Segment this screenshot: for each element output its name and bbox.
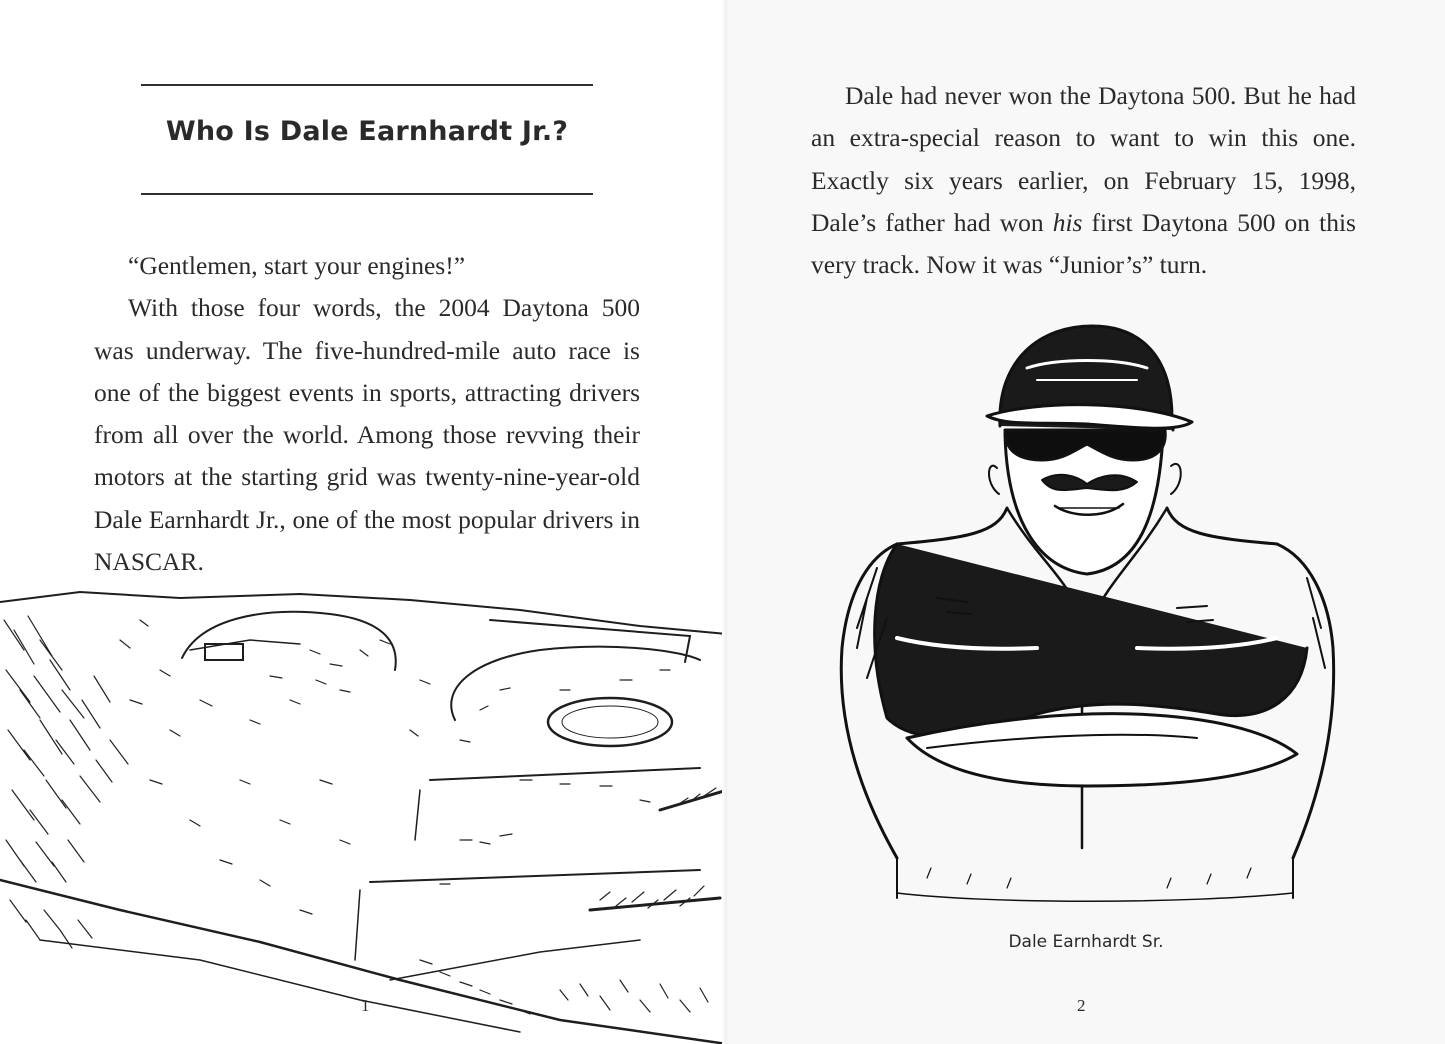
page-number: 2 (1077, 996, 1086, 1015)
race-track-sketch (0, 580, 727, 1044)
title-rule-top (141, 84, 593, 86)
paragraph (811, 75, 1356, 286)
left-body-text (94, 245, 640, 583)
opening-quote: “Gentlemen, start your engines!” (128, 251, 466, 280)
paragraph: With those four words, the 2004 Daytona 500 was underway. The five-hundred-mile auto race is one of the biggest events in sports, attracting drivers from all over the world. Among those revving their motors at the starting grid was twenty-nine-year-old Dale Earnhardt Jr., one of the most popular drivers in NASCAR. (94, 293, 640, 577)
portrait-illustration (837, 318, 1337, 918)
paragraph-text: Dale had never won the Daytona 500. But he had an extra-special reason to want to win this one. Exactly six years earlier, on February 15, 1998, Dale’s father had won (811, 81, 1356, 237)
chapter-title: Who Is Dale Earnhardt Jr.? (165, 116, 569, 147)
emphasized-word: his (1052, 207, 1083, 237)
right-body-text (811, 75, 1356, 286)
paragraph-text: first Daytona 500 on this very track. Now it was “Junior’s” turn. (811, 207, 1356, 280)
right-page (727, 0, 1445, 1044)
title-rule-bottom (141, 193, 593, 195)
page-number: 1 (361, 996, 370, 1015)
illustration-caption: Dale Earnhardt Sr. (1008, 932, 1164, 952)
